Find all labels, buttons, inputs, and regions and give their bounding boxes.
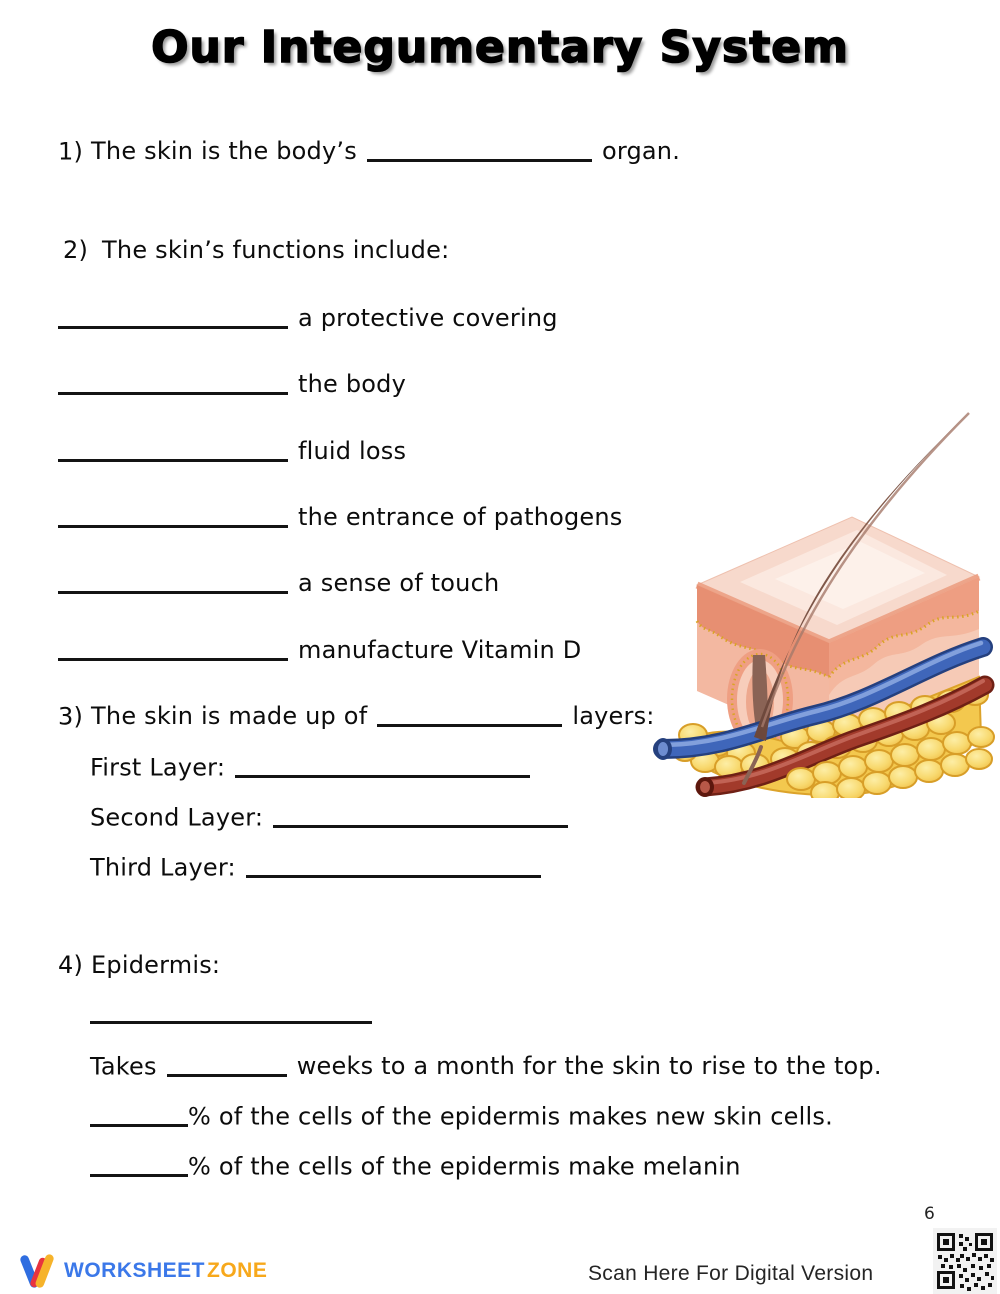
worksheet-zone-logo [18, 1252, 267, 1290]
blank-takes [167, 1054, 287, 1077]
q4-pct-line [90, 1151, 741, 1180]
q2-item [58, 369, 406, 398]
blank-q2-1 [58, 306, 288, 329]
q2-item-label: the entrance of pathogens [298, 503, 623, 532]
q2-item [58, 502, 623, 531]
question-3-post: layers: [572, 702, 655, 731]
page-number: 6 [924, 1204, 935, 1224]
q4-takes-post: weeks to a month for the skin to rise to the top. [296, 1052, 882, 1081]
qr-code [933, 1228, 997, 1294]
q4-blank-line [90, 998, 372, 1027]
q2-item-label: fluid loss [298, 437, 407, 466]
skin-cross-section-illustration [645, 396, 995, 798]
blank-q2-5 [58, 571, 288, 594]
q2-item-label: manufacture Vitamin D [298, 636, 582, 665]
layer-label: First Layer: [90, 753, 226, 782]
q2-item-label: a protective covering [298, 304, 558, 333]
q2-item [58, 436, 406, 465]
question-2 [63, 236, 449, 264]
blank-third-layer [246, 855, 541, 878]
blank-pct-melanin [90, 1154, 188, 1177]
scan-here-text: Scan Here For Digital Version [588, 1262, 874, 1285]
layer-label: Third Layer: [90, 853, 236, 882]
question-4 [58, 951, 220, 979]
q2-item-label: the body [298, 370, 406, 399]
blank-pct-new-cells [90, 1104, 188, 1127]
question-1-number: 1) [58, 137, 84, 166]
q3-layer [90, 852, 541, 881]
q2-item [58, 635, 581, 664]
question-3-pre: The skin is made up of [91, 702, 368, 731]
worksheet-zone-logo-icon [18, 1252, 56, 1290]
q4-pct-melanin: % of the cells of the epidermis make melanin [188, 1152, 741, 1181]
q3-layer [90, 752, 530, 781]
blank-q4 [90, 1001, 372, 1024]
question-1-pre: The skin is the body’s [91, 137, 357, 166]
page-title: Our Integumentary System [151, 22, 849, 73]
blank-q2-3 [58, 439, 288, 462]
blank-first-layer [235, 755, 530, 778]
question-3 [58, 701, 655, 730]
layer-label: Second Layer: [90, 803, 264, 832]
question-1-post: organ. [601, 137, 681, 166]
blank-q2-2 [58, 372, 288, 395]
question-1 [58, 136, 680, 165]
q2-item [58, 568, 499, 597]
blank-q2-4 [58, 505, 288, 528]
logo-word-worksheet: WORKSHEET [64, 1259, 205, 1282]
question-4-number: 4) [58, 951, 84, 979]
q4-pct-line [90, 1101, 833, 1130]
question-2-heading: The skin’s functions include: [102, 236, 450, 264]
question-3-number: 3) [58, 702, 84, 731]
blank-q3 [377, 704, 562, 727]
q2-item-label: a sense of touch [298, 569, 500, 598]
question-4-heading: Epidermis: [91, 951, 221, 979]
question-2-number: 2) [63, 236, 89, 264]
logo-word-zone: ZONE [207, 1259, 268, 1282]
q2-item [58, 303, 558, 332]
q3-layer [90, 802, 568, 831]
q4-takes-line [90, 1051, 882, 1080]
blank-q2-6 [58, 638, 288, 661]
blank-second-layer [273, 805, 568, 828]
blank-q1 [367, 139, 592, 162]
q4-pct-new-cells: % of the cells of the epidermis makes new skin cells. [188, 1102, 833, 1131]
q4-takes-pre: Takes [90, 1052, 157, 1081]
